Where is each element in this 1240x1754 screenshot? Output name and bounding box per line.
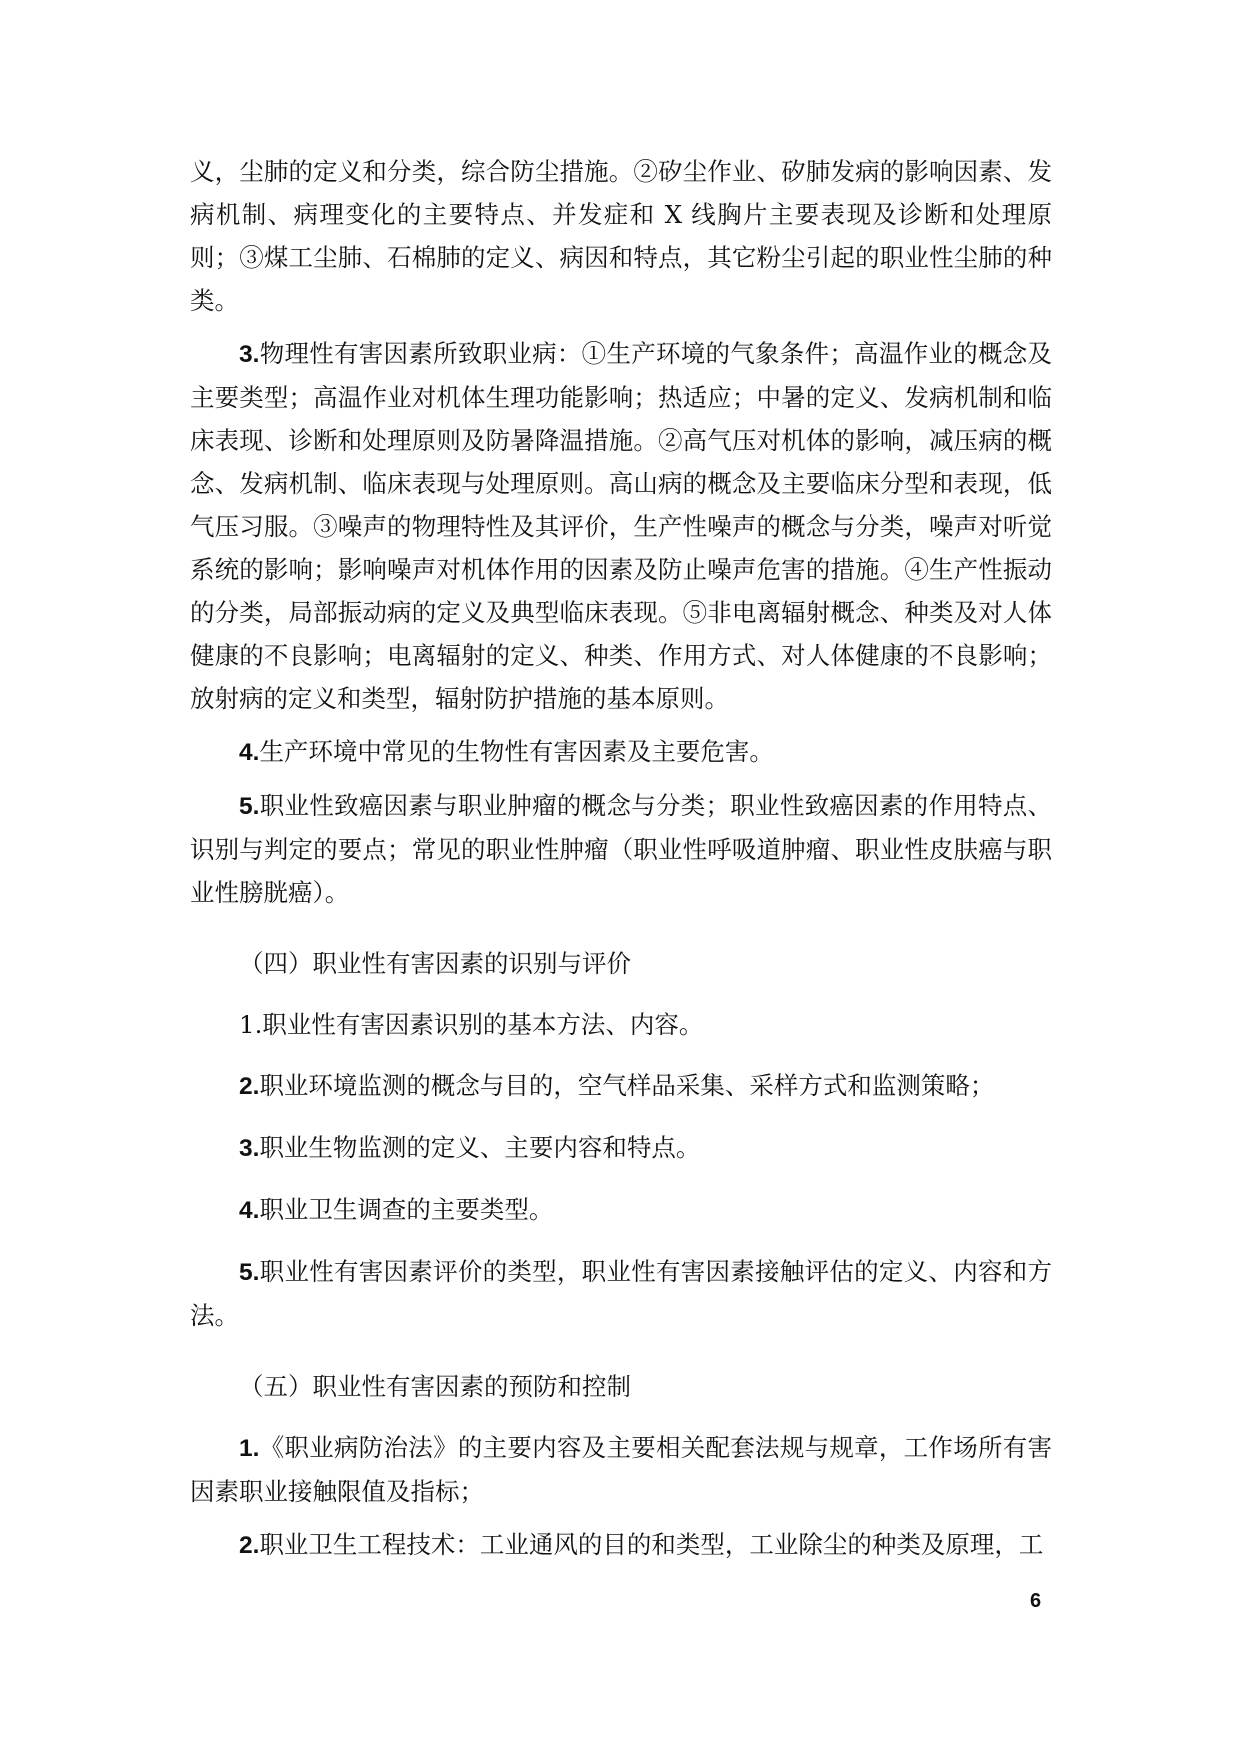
item-text: 职业环境监测的概念与目的，空气样品采集、采样方式和监测策略； (259, 1071, 995, 1100)
paragraph-text: 物理性有害因素所致职业病：①生产环境的气象条件；高温作业的概念及主要类型；高温作业对机体生理功能影响；热适应；中暑的定义、发病机制和临床表现、诊断和处理原则及防暑降温措施。②高气压对机体的影响，减压病的概念、发病机制、临床表现与处理原则。高山病的概念及主要临床分型和表现，低气压习服。③噪声的物理特性及其评价，生产性噪声的概念与分类，噪声对听觉系统的影响；影响噪声对机体作用的因素及防止噪声危害的措施。④生产性振动的分类，局部振动病的定义及典型临床表现。⑤非电离辐射概念、种类及对人体健康的不良影响；电离辐射的定义、种类、作用方式、对人体健康的不良影响；放射病的定义和类型，辐射防护措施的基本原则。 (190, 339, 1052, 713)
paragraph-carcinogens (190, 784, 1052, 914)
list-item (190, 1523, 1052, 1567)
list-item (190, 1426, 1052, 1513)
paragraph-dust-continued: 义，尘肺的定义和分类，综合防尘措施。②矽尘作业、矽肺发病的影响因素、发病机制、病理变化的主要特点、并发症和 X 线胸片主要表现及诊断和处理原则；③煤工尘肺、石棉肺的定义、病因和特点，其它粉尘引起的职业性尘肺的种类。 (190, 157, 1052, 315)
paragraph-number: 4. (239, 739, 260, 766)
item-number: 3. (239, 1135, 260, 1162)
list-item (190, 1188, 1052, 1232)
item-text: 职业性有害因素识别的基本方法、内容。 (262, 1010, 704, 1039)
section-heading-prevention: （五）职业性有害因素的预防和控制 (239, 1372, 631, 1401)
item-number: 4. (239, 1197, 260, 1224)
item-text: 职业生物监测的定义、主要内容和特点。 (259, 1133, 701, 1162)
item-number: 5. (239, 1259, 260, 1286)
paragraph-number: 5. (239, 793, 260, 820)
item-text: 职业卫生调查的主要类型。 (259, 1195, 554, 1224)
paragraph-biological-factors (190, 730, 1052, 774)
item-number: 2. (239, 1532, 260, 1559)
page-number: 6 (1030, 1590, 1042, 1612)
paragraph-text: 生产环境中常见的生物性有害因素及主要危害。 (259, 737, 774, 766)
paragraph-physical-factors (190, 332, 1052, 720)
item-number: 1. (239, 1435, 260, 1462)
document-page (190, 150, 1052, 1567)
list-item (190, 1250, 1052, 1337)
item-text: 职业卫生工程技术：工业通风的目的和类型，工业除尘的种类及原理，工 (259, 1530, 1044, 1559)
section-heading-identification: （四）职业性有害因素的识别与评价 (239, 949, 631, 978)
list-item (190, 1064, 1052, 1108)
item-number: 1. (239, 1010, 263, 1039)
item-number: 2. (239, 1073, 260, 1100)
paragraph-number: 3. (239, 341, 260, 368)
list-item (190, 1003, 1052, 1046)
item-text: 《职业病防治法》的主要内容及主要相关配套法规与规章，工作场所有害因素职业接触限值及指标； (190, 1433, 1052, 1506)
item-text: 职业性有害因素评价的类型，职业性有害因素接触评估的定义、内容和方法。 (190, 1257, 1052, 1330)
paragraph-text: 职业性致癌因素与职业肿瘤的概念与分类；职业性致癌因素的作用特点、识别与判定的要点；常见的职业性肿瘤（职业性呼吸道肿瘤、职业性皮肤癌与职业性膀胱癌）。 (190, 791, 1052, 907)
list-item (190, 1126, 1052, 1170)
